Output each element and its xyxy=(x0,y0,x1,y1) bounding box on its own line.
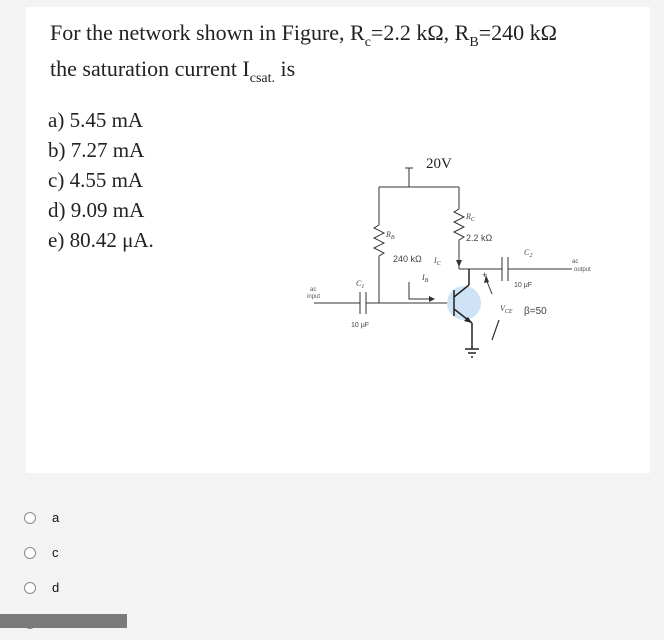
option-c: c) 4.55 mA xyxy=(48,168,144,192)
ic-label: $I_C$ xyxy=(434,256,441,267)
answer-a[interactable] xyxy=(24,500,59,535)
question-text xyxy=(50,17,557,89)
input-label: input xyxy=(307,294,321,300)
ground-icon xyxy=(465,349,479,357)
answer-label: d xyxy=(52,580,60,595)
rc-value: 2.2 kΩ xyxy=(466,233,493,243)
vcc-label: 20V xyxy=(426,156,452,172)
circuit-diagram xyxy=(274,137,591,377)
rb-symbol: $R_B$ xyxy=(386,230,395,241)
rb-value: 240 kΩ xyxy=(393,254,422,264)
answer-d[interactable] xyxy=(24,570,59,605)
c2-value: 10 μF xyxy=(514,282,533,289)
answer-label: c xyxy=(52,545,59,560)
c1-label: $C_1$ xyxy=(356,279,365,290)
bottom-bar xyxy=(0,614,127,628)
answer-label: a xyxy=(52,510,60,525)
ib-label: $I_B$ xyxy=(422,273,429,284)
question-line-1: For the network shown in Figure, $R_c=2.2$ kΩ, $R_B=240$ kΩ xyxy=(50,20,557,50)
option-list xyxy=(48,105,154,255)
output-label: output xyxy=(574,267,591,273)
radio-button[interactable] xyxy=(24,547,36,559)
transistor-highlight xyxy=(447,286,481,320)
c1-value: 10 μF xyxy=(351,322,370,329)
beta-label: β=50 xyxy=(524,306,547,317)
vce-plus: + xyxy=(482,270,488,280)
ac-in-label: ac xyxy=(310,287,317,293)
radio-button[interactable] xyxy=(24,512,36,524)
option-d: d) 9.09 mA xyxy=(48,198,145,222)
rc-symbol: $R_C$ xyxy=(466,212,475,223)
answer-c[interactable] xyxy=(24,535,59,570)
question-card xyxy=(26,7,650,473)
radio-button[interactable] xyxy=(24,582,36,594)
c2-label: $C_2$ xyxy=(524,248,533,259)
vce-label: $V_{CE}$ xyxy=(500,304,513,315)
ac-out-label: ac xyxy=(572,259,579,265)
option-b: b) 7.27 mA xyxy=(48,138,145,162)
option-a: a) 5.45 mA xyxy=(48,108,144,132)
question-line-2: the saturation current $I_{csat.}$ is xyxy=(50,56,296,86)
option-e: e) 80.42 μA. xyxy=(48,228,154,252)
